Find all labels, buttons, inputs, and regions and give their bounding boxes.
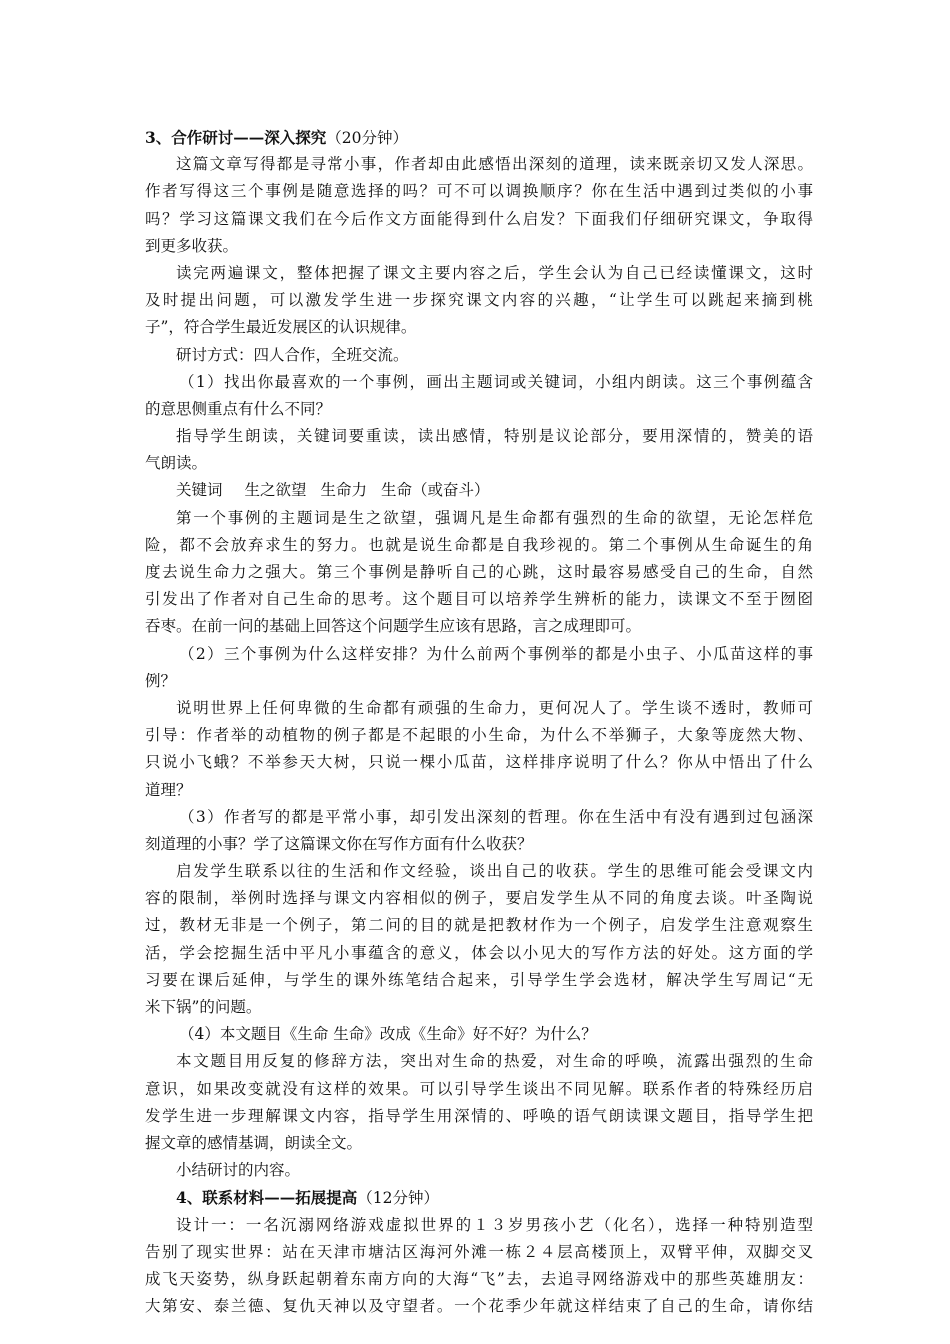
paragraph-line: 读完两遍课文，整体把握了课文主要内容之后，学生会认为自己已经读懂课文，这时: [176, 263, 813, 282]
section-4-title: 4、联系材料——拓展提高: [176, 1188, 358, 1208]
paragraph-line: 作者写得这三个事例是随意选择的吗？可不可以调换顺序？你在生活中遇到过类似的小事: [145, 182, 813, 201]
paragraph-line: 大第安、泰兰德、复仇天神以及守望者。一个花季少年就这样结束了自己的生命，请你结: [145, 1297, 813, 1316]
question-2-cont: 例？: [145, 671, 177, 690]
section-3-time: （20分钟）: [326, 129, 409, 147]
paragraph-line: 启发学生联系以往的生活和作文经验，谈出自己的收获。学生的思维可能会受课文内: [176, 862, 813, 881]
paragraph-line: 及时提出问题，可以激发学生进一步探究课文内容的兴趣，“让学生可以跳起来摘到桃: [145, 291, 813, 310]
question-3-cont: 刻道理的小事？学了这篇课文你在写作方面有什么收获？: [145, 834, 533, 853]
paragraph-line: 过，教材无非是一个例子，第二问的目的就是把教材作为一个例子，启发学生注意观察生: [145, 916, 813, 935]
paragraph-line: 习要在课后延伸，与学生的课外练笔结合起来，引导学生学会选材，解决学生写周记“无: [145, 970, 813, 989]
keyword: 生之欲望: [244, 481, 307, 500]
keyword: 生命力: [320, 481, 368, 500]
paragraph-line: 设计一：一名沉溺网络游戏虚拟世界的１３岁男孩小艺（化名），选择一种特别造型: [176, 1215, 813, 1234]
keywords-line: [145, 477, 813, 504]
section-4-time: （12分钟）: [357, 1189, 440, 1208]
keyword: 生命（或奋斗）: [381, 481, 490, 500]
question-2: （2）三个事例为什么这样安排？为什么前两个事例举的都是小虫子、小瓜苗这样的事: [179, 644, 813, 663]
paragraph-line: 险，都不会放弃求生的努力。也就是说生命都是自我珍视的。第二个事例从生命诞生的角: [145, 535, 813, 554]
paragraph-line: 本文题目用反复的修辞方法，突出对生命的热爱，对生命的呼唤，流露出强烈的生命: [176, 1052, 813, 1071]
summary-line: 小结研讨的内容。: [176, 1161, 301, 1180]
paragraph-line: 只说小飞蛾？不举参天大树，只说一棵小瓜苗，这样排序说明了什么？你从中悟出了什么: [145, 753, 813, 772]
question-1-cont: 的意思侧重点有什么不同？: [145, 399, 332, 418]
document-page: [145, 124, 813, 1320]
paragraph-line: 引发出了作者对自己生命的思考。这个题目可以培养学生辨析的能力，读课文不至于囫囵: [145, 590, 813, 609]
paragraph-line: 吗？学习这篇课文我们在今后作文方面能得到什么启发？下面我们仔细研究课文，争取得: [145, 209, 813, 228]
paragraph-line: 容的限制，举例时选择与课文内容相似的例子，要启发学生从不同的角度去谈。叶圣陶说: [145, 889, 813, 908]
paragraph-line: 握文章的感情基调，朗读全文。: [145, 1133, 363, 1152]
paragraph-line: 第一个事例的主题词是生之欲望，强调凡是生命都有强烈的生命的欲望，无论怎样危: [176, 508, 813, 527]
paragraph-line: 告别了现实世界：站在天津市塘沽区海河外滩一栋２４层高楼顶上，双臂平伸，双脚交叉: [145, 1242, 813, 1261]
keywords-label: 关键词: [176, 481, 223, 500]
paragraph-line: 吞枣。在前一问的基础上回答这个问题学生应该有思路，言之成理即可。: [145, 617, 642, 636]
question-4: （4）本文题目《生命 生命》改成《生命》好不好？为什么？: [179, 1025, 597, 1044]
section-4-heading: [145, 1184, 813, 1211]
paragraph-line: 道理？: [145, 780, 192, 799]
paragraph-line: 成飞天姿势，纵身跃起朝着东南方向的大海“飞”去，去追寻网络游戏中的那些英雄朋友：: [145, 1269, 813, 1288]
section-3-heading: [145, 124, 813, 151]
paragraph-line: 指导学生朗读，关键词要重读，读出感情，特别是议论部分，要用深情的，赞美的语: [176, 427, 813, 446]
paragraph-line: 度去说生命力之强大。第三个事例是静听自己的心跳，这时最容易感受自己的生命，自然: [145, 563, 813, 581]
paragraph-line: 发学生进一步理解课文内容，指导学生用深情的、呼唤的语气朗读课文题目，指导学生把: [145, 1106, 813, 1125]
paragraph-line: 说明世界上任何卑微的生命都有顽强的生命力，更何况人了。学生谈不透时，教师可: [176, 698, 813, 717]
paragraph-line: 引导：作者举的动植物的例子都是不起眼的小生命，为什么不举狮子，大象等庞然大物、: [145, 726, 813, 745]
question-1: （1）找出你最喜欢的一个事例，画出主题词或关键词，小组内朗读。这三个事例蕴含: [179, 372, 813, 391]
paragraph-line: 子”，符合学生最近发展区的认识规律。: [145, 318, 417, 337]
paragraph-line: 到更多收获。: [145, 236, 239, 255]
paragraph-line: 米下锅”的问题。: [145, 998, 262, 1016]
paragraph-line: 意识，如果改变就没有这样的效果。可以引导学生谈出不同见解。联系作者的特殊经历启: [145, 1079, 813, 1098]
discussion-method: 研讨方式：四人合作，全班交流。: [176, 345, 409, 364]
question-3: （3）作者写的都是平常小事，却引发出深刻的哲理。你在生活中有没有遇到过包涵深: [179, 807, 813, 826]
paragraph-line: 活，学会挖掘生活中平凡小事蕴含的意义，体会以小见大的写作方法的好处。这方面的学: [145, 943, 813, 962]
paragraph-line: 这篇文章写得都是寻常小事，作者却由此感悟出深刻的道理，读来既亲切又发人深思。: [176, 155, 813, 174]
section-3-title: 3、合作研讨——深入探究: [145, 128, 327, 147]
paragraph-line: 气朗读。: [145, 454, 208, 473]
